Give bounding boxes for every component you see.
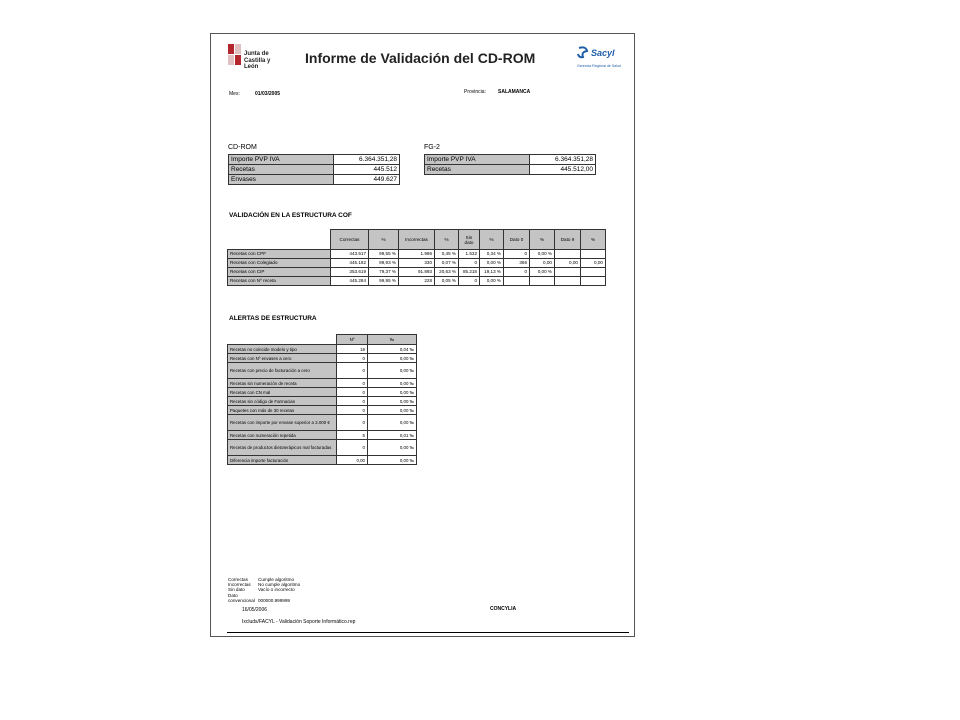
cell: 0,07 % [435, 259, 459, 268]
provincia-label: Provincia: [464, 89, 486, 95]
sacyl-subtitle: Gerencia Regional de Salud [577, 64, 621, 68]
table-row [228, 345, 417, 354]
sacyl-name: Sacyl [591, 48, 615, 58]
cell: 0,05 % [435, 277, 459, 286]
cell: 445.182 [331, 259, 369, 268]
table-row [228, 354, 417, 363]
cell-count: 0,00 [337, 456, 368, 465]
sacyl-mark-icon [577, 46, 589, 60]
col-header: ‰ [368, 335, 417, 345]
cell: 85.218 [459, 268, 480, 277]
row-label: Recetas con Colegiado [228, 259, 331, 268]
cell: 0,00 [530, 259, 555, 268]
cell: 443.517 [331, 250, 369, 259]
row-label: Recetas con precio de facturación a cero [228, 363, 337, 379]
fg2-value: 6.364.351,28 [530, 155, 596, 165]
table-row [229, 175, 400, 185]
cdrom-value: 445.512 [334, 165, 400, 175]
table-row [228, 406, 417, 415]
cell [555, 268, 581, 277]
cell: 0,00 [555, 259, 581, 268]
cell: 1.532 [459, 250, 480, 259]
cdrom-title: CD-ROM [228, 144, 257, 151]
row-label: Paquetes con más de 30 recetas [228, 406, 337, 415]
row-label: Recetas con CN mal [228, 388, 337, 397]
cell-count: 0 [337, 354, 368, 363]
cell-permil: 0,00 ‰ [368, 379, 417, 388]
cell-permil: 0,00 ‰ [368, 415, 417, 431]
cell-permil: 0,00 ‰ [368, 406, 417, 415]
table-row [228, 363, 417, 379]
cell: 445.284 [331, 277, 369, 286]
table-row [425, 165, 596, 175]
cell: 0,45 % [435, 250, 459, 259]
cell-permil: 0,00 ‰ [368, 456, 417, 465]
cell-permil: 0,04 ‰ [368, 345, 417, 354]
empty-header [228, 335, 337, 345]
cell: 228 [399, 277, 435, 286]
cdrom-label: Importe PVP IVA [229, 155, 334, 165]
legend-term: Dato convencional [228, 592, 255, 603]
footer-date: 16/05/2006 [242, 607, 268, 613]
table-row [228, 431, 417, 440]
legend-term: Sin dato [228, 587, 245, 593]
cell-count: 0 [337, 388, 368, 397]
cell: 330 [399, 259, 435, 268]
table-row [228, 388, 417, 397]
footer-org: CONCYLIA [490, 606, 517, 612]
cell: 99,95 % [369, 277, 399, 286]
alertas-title: ALERTAS DE ESTRUCTURA [229, 315, 317, 322]
cell: 99,55 % [369, 250, 399, 259]
cdrom-table [228, 154, 400, 185]
cell: 0,00 % [480, 259, 504, 268]
cell-permil: 0,00 ‰ [368, 354, 417, 363]
col-header: % [435, 230, 459, 250]
cell: 0,00 % [530, 268, 555, 277]
col-header: % [480, 230, 504, 250]
fg2-table [424, 154, 596, 175]
cell: 20,63 % [435, 268, 459, 277]
mes-label: Mes: [229, 91, 240, 97]
page-title: Informe de Validación del CD-ROM [305, 50, 536, 66]
junta-line2: Castilla y León [244, 57, 271, 70]
crest-icon [228, 44, 242, 66]
col-header: Incorrectas [399, 230, 435, 250]
table-row [229, 165, 400, 175]
cdrom-label: Recetas [229, 165, 334, 175]
col-header: % [369, 230, 399, 250]
cdrom-value: 449.627 [334, 175, 400, 185]
cell-count: 0 [337, 379, 368, 388]
sacyl-logo [577, 44, 627, 78]
alertas-table [227, 334, 417, 465]
cell-permil: 0,01 ‰ [368, 431, 417, 440]
cell [530, 277, 555, 286]
junta-line1: Junta de [244, 51, 269, 57]
legend-term: Incorrectas [228, 582, 251, 588]
fg2-label: Recetas [425, 165, 530, 175]
cell [581, 277, 606, 286]
legend-term: Correctas [228, 577, 248, 582]
cell-count: 0 [337, 363, 368, 379]
table-header-row [228, 230, 606, 250]
table-row [228, 440, 417, 456]
table-row [228, 250, 606, 259]
row-label: Recetas con Nº receta [228, 277, 331, 286]
cdrom-label: Envases [229, 175, 334, 185]
table-row [228, 277, 606, 286]
table-row [228, 397, 417, 406]
cell-permil: 0,00 ‰ [368, 397, 417, 406]
validacion-table [227, 229, 606, 286]
cell-count: 19 [337, 345, 368, 354]
cell: 1.996 [399, 250, 435, 259]
mes-value: 01/03/2005 [255, 91, 281, 97]
col-header: Sin dato [459, 230, 480, 250]
row-label: Recetas sin numeración de receta [228, 379, 337, 388]
cell: 0,00 [581, 259, 606, 268]
table-row [228, 379, 417, 388]
table-row [228, 268, 606, 277]
cell [555, 250, 581, 259]
col-header: Correctas [331, 230, 369, 250]
table-row [228, 415, 417, 431]
cell: 91.893 [399, 268, 435, 277]
row-label: Recetas con numeración repetida [228, 431, 337, 440]
cell: 0 [459, 259, 480, 268]
row-label: Recetas sin código de Farmacias [228, 397, 337, 406]
provincia-value: SALAMANCA [498, 89, 531, 95]
legend-desc: Cumple algoritmo [258, 577, 294, 582]
validacion-title: VALIDACIÓN EN LA ESTRUCTURA COF [229, 212, 352, 219]
cell-count: 0 [337, 397, 368, 406]
table-row [228, 456, 417, 465]
row-label: Recetas de productos dietoterápicos mal facturadas [228, 440, 337, 456]
footer-divider [227, 632, 629, 633]
cell: 0,00 % [530, 250, 555, 259]
row-label: Recetas no coincide modelo y tipo [228, 345, 337, 354]
footer-path: Ixcluds/FACYL - Validación Soporte Informático.rep [242, 619, 356, 625]
cdrom-value: 6.364.351,28 [334, 155, 400, 165]
col-header: % [581, 230, 606, 250]
cell-count: 5 [337, 431, 368, 440]
legend-desc: 000000.999999 [258, 597, 290, 603]
cell-permil: 0,00 ‰ [368, 440, 417, 456]
row-label: Recetas con CPF [228, 250, 331, 259]
legend [228, 577, 300, 603]
report-page [210, 33, 635, 637]
cell [581, 268, 606, 277]
cell-permil: 0,00 ‰ [368, 388, 417, 397]
col-header: Dato 0 [504, 230, 530, 250]
legend-item [228, 593, 300, 603]
cell-count: 0 [337, 406, 368, 415]
row-label: Recetas con CIP [228, 268, 331, 277]
cell: 0,00 % [480, 277, 504, 286]
cell: 0,34 % [480, 250, 504, 259]
cell: 0 [504, 268, 530, 277]
cell [555, 277, 581, 286]
junta-logo [228, 43, 286, 73]
cell: 0 [459, 277, 480, 286]
row-label: Recetas con importe por envase superior a 3.000 € [228, 415, 337, 431]
cell: 366 [504, 259, 530, 268]
col-header: Dato 9 [555, 230, 581, 250]
fg2-value: 445.512,00 [530, 165, 596, 175]
table-row [425, 155, 596, 165]
cell: 353.619 [331, 268, 369, 277]
col-header: Nº [337, 335, 368, 345]
cell: 99,93 % [369, 259, 399, 268]
cell [581, 250, 606, 259]
cell-permil: 0,00 ‰ [368, 363, 417, 379]
empty-header [228, 230, 331, 250]
cell [504, 277, 530, 286]
cell: 79,37 % [369, 268, 399, 277]
col-header: % [530, 230, 555, 250]
legend-desc: Vacío o incorrecto [258, 587, 295, 593]
row-label: Recetas con Nº envases a cero [228, 354, 337, 363]
fg2-label: Importe PVP IVA [425, 155, 530, 165]
table-row [228, 259, 606, 268]
cell: 19,13 % [480, 268, 504, 277]
cell-count: 0 [337, 415, 368, 431]
table-header-row [228, 335, 417, 345]
cell-count: 0 [337, 440, 368, 456]
table-row [229, 155, 400, 165]
cell: 0 [504, 250, 530, 259]
legend-desc: No cumple algoritmo [258, 582, 301, 588]
row-label: Diferencia importe facturación [228, 456, 337, 465]
fg2-title: FG-2 [424, 144, 440, 151]
